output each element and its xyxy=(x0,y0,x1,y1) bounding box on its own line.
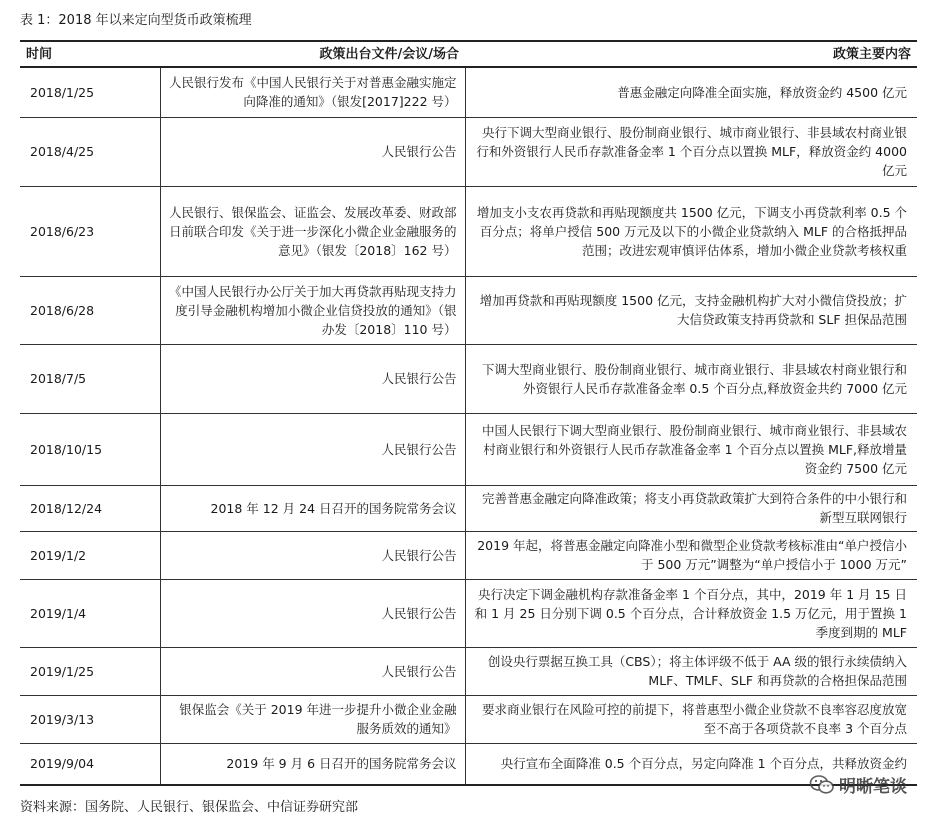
row-doc: 银保监会《关于 2019 年进一步提升小微企业金融服务质效的通知》 xyxy=(160,695,465,743)
row-doc: 《中国人民银行办公厅关于加大再贷款再贴现支持力度引导金融机构增加小微企业信贷投放的通知》（银办发〔2018〕110 号） xyxy=(160,276,465,344)
row-content: 增加支小支农再贷款和再贴现额度共 1500 亿元，下调支小再贷款利率 0.5 个百分点；将单户授信 500 万元及以下的小微企业贷款纳入 MLF 的合格抵押品范围；改进宏观审慎评估体系，增加小微企业贷款考核权重 xyxy=(465,186,917,276)
row-content: 2019 年起，将普惠金融定向降准小型和微型企业贷款考核标准由“单户授信小于 500 万元”调整为“单户授信小于 1000 万元” xyxy=(465,531,917,579)
table-header-row xyxy=(20,41,917,67)
row-content: 创设央行票据互换工具（CBS）；将主体评级不低于 AA 级的银行永续债纳入 MLF、TMLF、SLF 和再贷款的合格担保品范围 xyxy=(465,647,917,695)
table-row xyxy=(20,67,917,117)
row-doc: 2018 年 12 月 24 日召开的国务院常务会议 xyxy=(160,485,465,531)
row-content: 央行宣布全面降准 0.5 个百分点，另定向降准 1 个百分点，共释放资金约 xyxy=(465,743,917,785)
row-time: 2018/1/25 xyxy=(20,67,160,117)
table-row xyxy=(20,276,917,344)
table-caption: 表 1：2018 年以来定向型货币政策梳理 xyxy=(20,13,252,28)
watermark-text: 明晰笔谈 xyxy=(839,777,907,797)
table-row xyxy=(20,647,917,695)
source-note: 资料来源：国务院、人民银行、银保监会、中信证券研究部 xyxy=(20,800,359,815)
row-time: 2018/6/23 xyxy=(20,186,160,276)
row-time: 2018/4/25 xyxy=(20,117,160,186)
row-time: 2018/6/28 xyxy=(20,276,160,344)
row-time: 2018/12/24 xyxy=(20,485,160,531)
watermark xyxy=(809,772,907,797)
table-row xyxy=(20,579,917,647)
wechat-icon xyxy=(809,774,835,796)
row-doc: 人民银行公告 xyxy=(160,647,465,695)
row-doc: 人民银行公告 xyxy=(160,531,465,579)
row-doc: 人民银行、银保监会、证监会、发展改革委、财政部日前联合印发《关于进一步深化小微企业金融服务的意见》（银发〔2018〕162 号） xyxy=(160,186,465,276)
policy-table xyxy=(20,40,917,786)
row-doc: 人民银行公告 xyxy=(160,117,465,186)
header-doc: 政策出台文件/会议/场合 xyxy=(160,41,465,67)
row-time: 2019/1/4 xyxy=(20,579,160,647)
row-content: 要求商业银行在风险可控的前提下，将普惠型小微企业贷款不良率容忍度放宽至不高于各项贷款不良率 3 个百分点 xyxy=(465,695,917,743)
row-doc: 2019 年 9 月 6 日召开的国务院常务会议 xyxy=(160,743,465,785)
row-content: 中国人民银行下调大型商业银行、股份制商业银行、城市商业银行、非县域农村商业银行和外资银行人民币存款准备金率 1 个百分点以置换 MLF,释放增量资金约 7500 亿元 xyxy=(465,413,917,485)
table-row xyxy=(20,186,917,276)
row-time: 2019/3/13 xyxy=(20,695,160,743)
table-row xyxy=(20,485,917,531)
table-row xyxy=(20,743,917,785)
row-time: 2018/7/5 xyxy=(20,344,160,413)
row-time: 2019/1/2 xyxy=(20,531,160,579)
row-content: 央行下调大型商业银行、股份制商业银行、城市商业银行、非县域农村商业银行和外资银行人民币存款准备金率 1 个百分点以置换 MLF，释放资金约 4000 亿元 xyxy=(465,117,917,186)
row-doc: 人民银行发布《中国人民银行关于对普惠金融实施定向降准的通知》（银发[2017]222 号） xyxy=(160,67,465,117)
row-time: 2019/9/04 xyxy=(20,743,160,785)
row-content: 央行决定下调金融机构存款准备金率 1 个百分点，其中，2019 年 1 月 15 日和 1 月 25 日分别下调 0.5 个百分点，合计释放资金 1.5 万亿元，用于置换 1 季度到期的 MLF xyxy=(465,579,917,647)
row-content: 增加再贷款和再贴现额度 1500 亿元，支持金融机构扩大对小微信贷投放；扩大信贷政策支持再贷款和 SLF 担保品范围 xyxy=(465,276,917,344)
table-row xyxy=(20,344,917,413)
row-doc: 人民银行公告 xyxy=(160,344,465,413)
table-row xyxy=(20,117,917,186)
header-time: 时间 xyxy=(20,41,160,67)
table-row xyxy=(20,413,917,485)
row-time: 2019/1/25 xyxy=(20,647,160,695)
table-row xyxy=(20,531,917,579)
row-doc: 人民银行公告 xyxy=(160,579,465,647)
table-row xyxy=(20,695,917,743)
row-content: 完善普惠金融定向降准政策；将支小再贷款政策扩大到符合条件的中小银行和新型互联网银行 xyxy=(465,485,917,531)
row-content: 普惠金融定向降准全面实施，释放资金约 4500 亿元 xyxy=(465,67,917,117)
row-time: 2018/10/15 xyxy=(20,413,160,485)
row-doc: 人民银行公告 xyxy=(160,413,465,485)
row-content: 下调大型商业银行、股份制商业银行、城市商业银行、非县域农村商业银行和外资银行人民币存款准备金率 0.5 个百分点,释放资金共约 7000 亿元 xyxy=(465,344,917,413)
header-content: 政策主要内容 xyxy=(465,41,917,67)
